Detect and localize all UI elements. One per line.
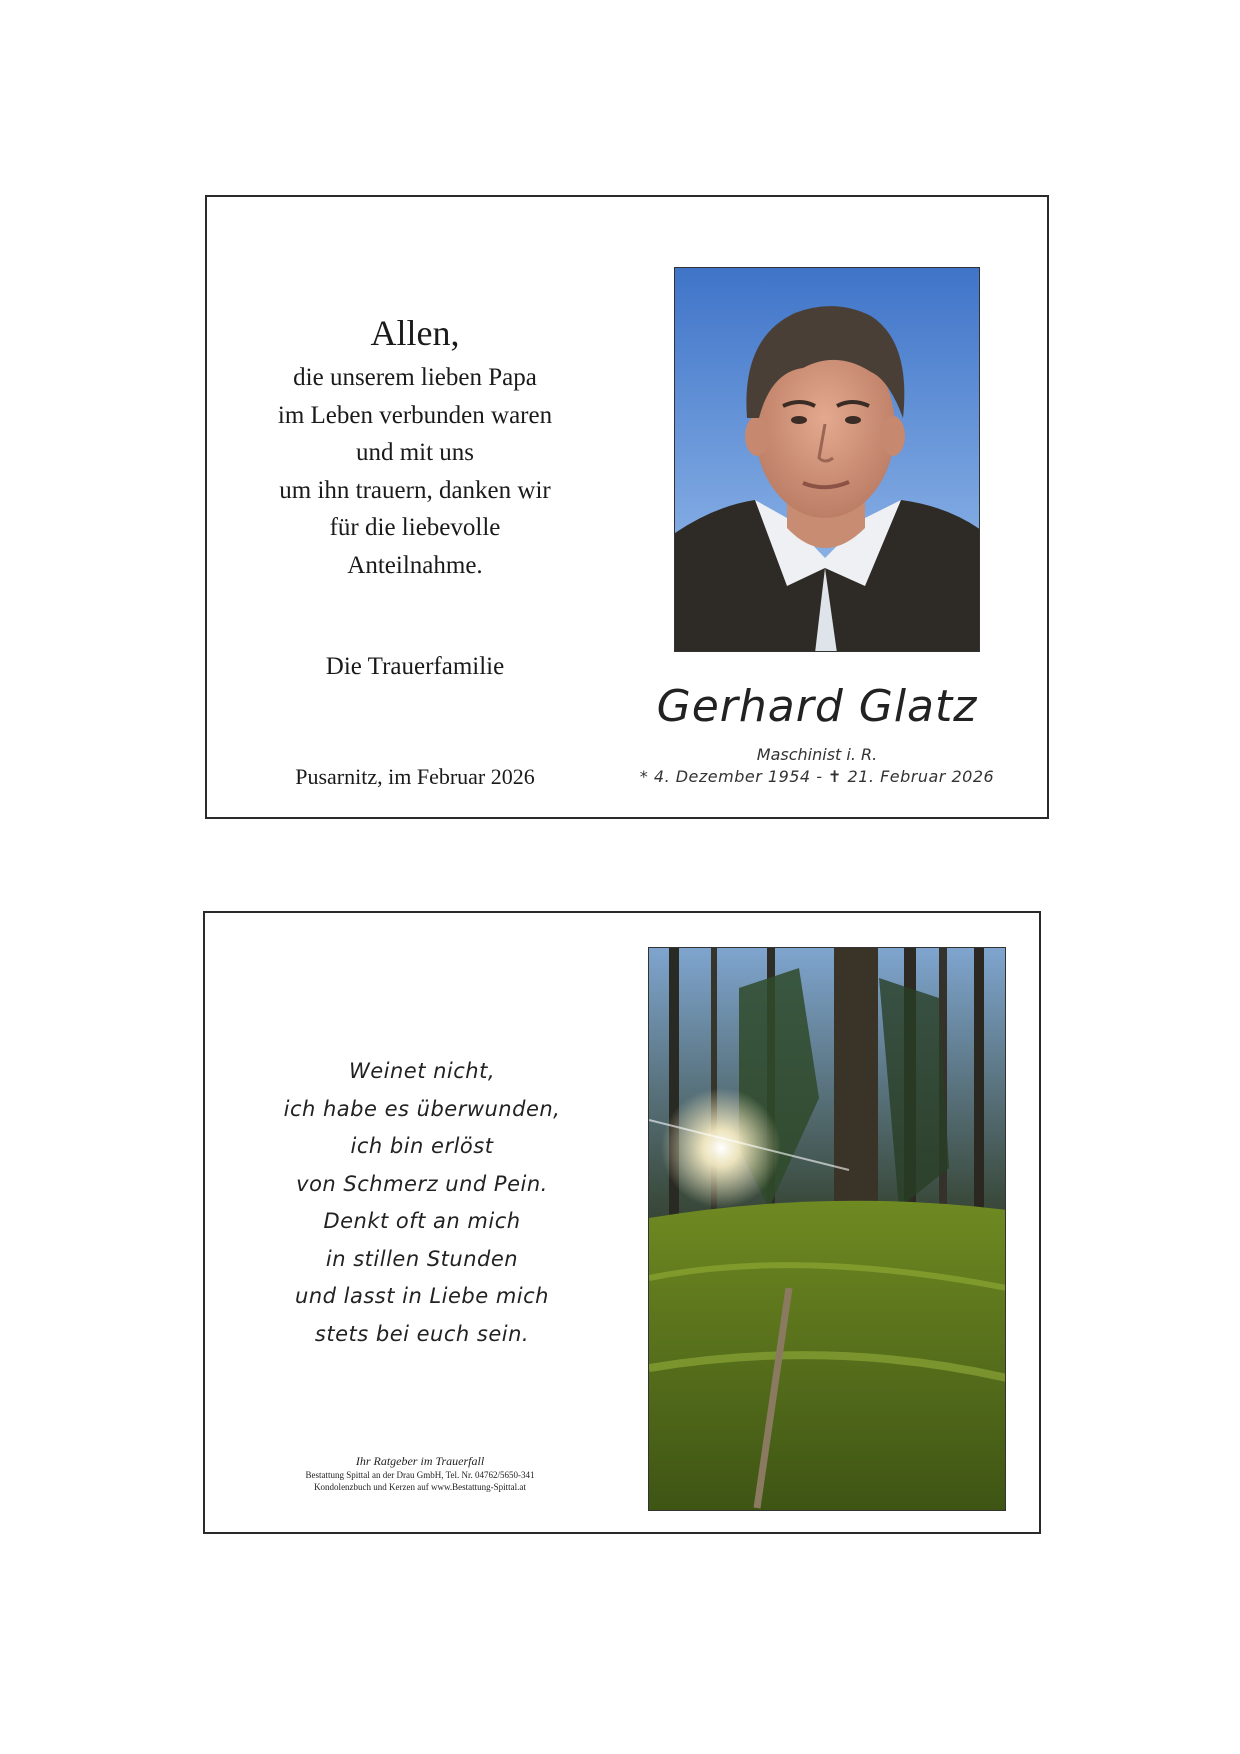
- thanks-line: im Leben verbunden waren: [277, 401, 553, 429]
- imprint-company: Bestattung Spittal an der Drau GmbH, Tel. Nr. 04762/5650-341: [305, 1470, 535, 1480]
- deceased-name: Gerhard Glatz: [656, 681, 978, 732]
- imprint-website: Kondolenzbuch und Kerzen auf www.Bestattung-Spittal.at: [314, 1482, 526, 1492]
- front-card: [205, 195, 1049, 819]
- poem: [237, 1053, 607, 1353]
- occupation: Maschinist i. R.: [756, 745, 878, 764]
- poem-line: in stillen Stunden: [325, 1246, 519, 1271]
- back-card: [203, 911, 1041, 1534]
- life-dates: * 4. Dezember 1954 - ✝ 21. Februar 2026: [639, 767, 995, 786]
- poem-line: ich bin erlöst: [350, 1134, 494, 1158]
- portrait-photo: [674, 267, 980, 652]
- thanks-line: für die liebevolle: [329, 514, 501, 541]
- poem-line: Denkt oft an mich: [323, 1209, 521, 1233]
- poem-line: stets bei euch sein.: [314, 1321, 530, 1346]
- thanks-line: die unserem lieben Papa: [293, 364, 537, 391]
- forest-photo: [648, 947, 1006, 1511]
- thanks-line: Anteilnahme.: [347, 551, 483, 579]
- thanks-line: um ihn trauern, danken wir: [279, 476, 551, 504]
- poem-line: und lasst in Liebe mich: [295, 1284, 549, 1308]
- family-signature: Die Trauerfamilie: [325, 653, 505, 680]
- thanks-text: [235, 307, 595, 584]
- poem-line: Weinet nicht,: [348, 1059, 496, 1083]
- thanks-line: Allen,: [370, 313, 460, 353]
- thanks-line: und mit uns: [355, 439, 475, 466]
- imprint-tagline: Ihr Ratgeber im Trauerfall: [355, 1454, 485, 1468]
- poem-line: ich habe es überwunden,: [283, 1096, 561, 1121]
- funeral-home-imprint: [260, 1453, 580, 1493]
- poem-line: von Schmerz und Pein.: [296, 1171, 548, 1196]
- place-date: Pusarnitz, im Februar 2026: [295, 764, 535, 789]
